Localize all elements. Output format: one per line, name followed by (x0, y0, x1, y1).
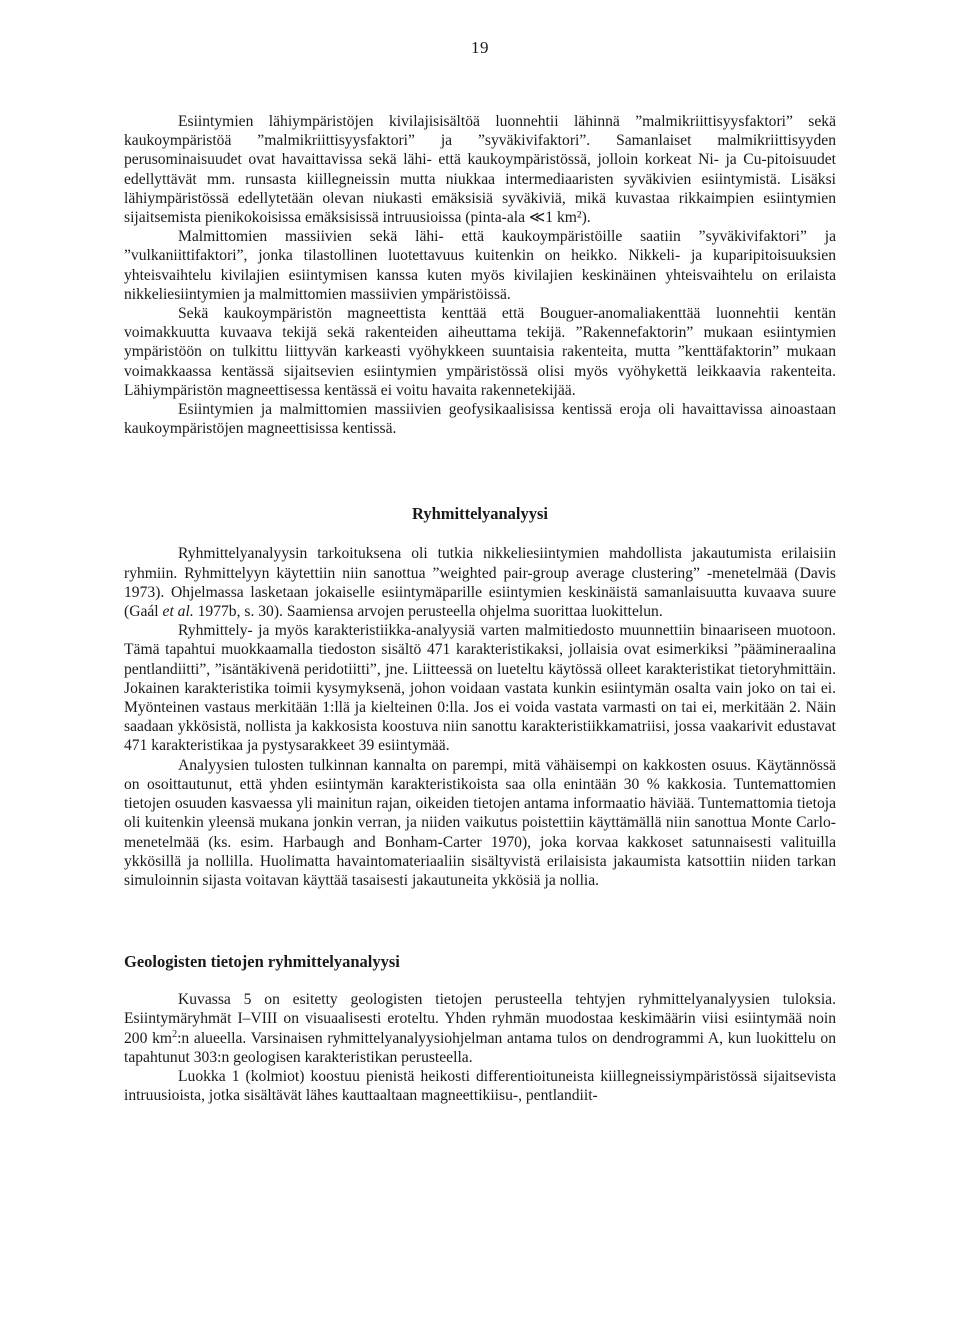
section-ryhmittelyanalyysi (124, 504, 836, 890)
body-paragraph: Analyysien tulosten tulkinnan kannalta on parempi, mitä vähäisempi on kakkosten osuus. Käytännössä on osoittautunut, että yhden esiintymän karakteristikoista saa olla enintään 30 % kakkosia. Tuntemattomien tietojen osuuden kasvaessa yli mainitun rajan, oikeiden tietojen antama informaatio häviää. Tuntemattomia tietoja oli kuitenkin yleensä mukana jonkin verran, ja niiden vaikutus poistettiin käyttämällä niin sanottua Monte Carlo-menetelmää (ks. esim. Harbaugh and Bonham-Carter 1970), joka korvaa kakkoset satunnaisesti valituilla ykkösillä ja nollilla. Huolimatta havaintomateriaaliin sisältyvistä erilaisista jakaumista katsottiin niiden tarkan simuloinnin sijasta voitavan käyttää tasaisesti jakautuneita ykkösiä ja nollia. (124, 756, 836, 889)
body-paragraph: Sekä kaukoympäristön magneettista kenttää että Bouguer-anomaliakenttää luonnehtii kentän voimakkuutta kuvaava tekijä sekä rakenteiden aiheuttama tekijä. ”Rakennefaktorin” mukaan esiintymien ympäristöön on tulkittu liittyvän karkeasti vyöhykkeen suuntaisia rakenteita, mutta ”kenttäfaktorin” mukaan voimakkaassa kentässä sijaitsevien esiintymien ympäristössä olisi myös vyöhykettä leikkaavia rakenteita. Lähiympäristön magneettisessa kentässä ei voitu havaita rakennetekijää. (124, 305, 836, 399)
page-number: 19 (471, 38, 489, 57)
citation-emphasis: et al. (162, 603, 194, 621)
superscript: 2 (172, 1028, 178, 1040)
body-paragraph: Ryhmittely- ja myös karakteristiikka-analyysiä varten malmitiedosto muunnettiin binaariseen muotoon. Tämä tapahtui muokkaamalla tiedoston sisältö 471 karakteristikaksi, jollaisia ovat esimerkiksi ”päämineraalina pentlandiitti”, ”isäntäkivenä peridotiitti”, jne. Liitteessä on lueteltu käytössä olleet karakteristikat tietoryhmittäin. Jokainen karakteristika toimii kysymyksenä, johon voidaan vastata kunkin esiintymän osalta vain joko on tai ei. Myönteinen vastaus merkitään 1:llä ja kielteinen 0:lla. Jos ei voida vastata varmasti on tai ei, merkitään 2. Näin saadaan ykkösistä, nollista ja kakkosista koostuva niin sanottu karakteristiikkamatriisi, jossa vaakarivit edustavat 471 karakteristikaa ja pystysarakkeet 39 esiintymää. (124, 622, 836, 755)
body-paragraph: Luokka 1 (kolmiot) koostuu pienistä heikosti differentioituneista kiillegneissiympäristössä sijaitsevista intruusioista, jotka sisältävät lähes kauttaaltaan magneettikiisu-, pentlandiit- (124, 1067, 836, 1105)
text-run: 1977b, s. 30). Saamiensa arvojen perusteella ohjelma suorittaa luokittelun. (193, 603, 663, 621)
text-run: :n alueella. Varsinaisen ryhmittelyanalyysiohjelman antama tulos on dendrogrammi A, kun luokittelu on tapahtunut 303:n geologisen karakteristikan perusteella. (124, 1029, 836, 1066)
text-run: Ryhmittelyanalyysin tarkoituksena oli tutkia nikkeliesiintymien mahdollista jakautumista erilaisiin ryhmiin. Ryhmittelyyn käytettiin niin sanottua ”weighted pair-group average clustering” -menetelmää (Davis 1973). Ohjelmassa lasketaan jokaiselle esiintymäparille esiintymien keskinäistä samanlaisuutta kuvaava suure (Gaál (124, 545, 836, 621)
body-paragraph (124, 544, 836, 621)
body-paragraph: Malmittomien massiivien sekä lähi- että kaukoympäristöille saatiin ”syväkivifaktori” ja ”vulkaniittifaktori”, jonka tilastollinen luotettavuus kuitenkin on heikko. Nikkeli- ja kuparipitoisuuksien yhteisvaihtelu kivilajien esiintymisen kanssa kuten myös kivilajien keskinäinen yhteisvaihtelu on erilaista nikkeliesiintymien ja malmittomien massiivien ympäristöissä. (124, 228, 836, 303)
section-geologisten-tietojen (124, 952, 836, 1105)
intro-section (124, 112, 836, 438)
body-paragraph (124, 990, 836, 1067)
section-heading: Ryhmittelyanalyysi (411, 504, 548, 524)
body-paragraph: Esiintymien ja malmittomien massiivien geofysikaalisissa kentissä eroja oli havaittavissa ainoastaan kaukoympäristöjen magneettisissa kentissä. (124, 401, 836, 438)
body-paragraph: Esiintymien lähiympäristöjen kivilajisisältöä luonnehtii lähinnä ”malmikriittisyysfaktori” sekä kaukoympäristöä ”malmikriittisyysfaktori” ja ”syväkivifaktori”. Samanlaiset malmikriittisyyden perusominaisuudet ovat havaittavissa sekä lähi- että kaukoympäristössä, jolloin korkeat Ni- ja Cu-pitoisuudet edellyttävät mm. runsasta kiillegneissin mutta niukkaa intermediaaristen syväkivien esiintymistä. Lisäksi lähiympäristössä edellytetään olevan niukasti emäksisiä syväkiviä, mikä kuvastaa rikkaimpien esiintymien sijaitsemista pienikokoisissa emäksisissä intruusioissa (pinta-ala ≪1 km²). (124, 113, 836, 227)
page-content (124, 112, 836, 1105)
text-run: Kuvassa 5 on esitetty geologisten tietojen perusteella tehtyjen ryhmittelyanalyysien tuloksia. Esiintymäryhmät I–VIII on visuaalisesti eroteltu. Yhden ryhmän muodostaa keskimäärin viisi esiintymää noin 200 km (124, 991, 836, 1047)
section-heading: Geologisten tietojen ryhmittelyanalyysi (124, 952, 400, 972)
